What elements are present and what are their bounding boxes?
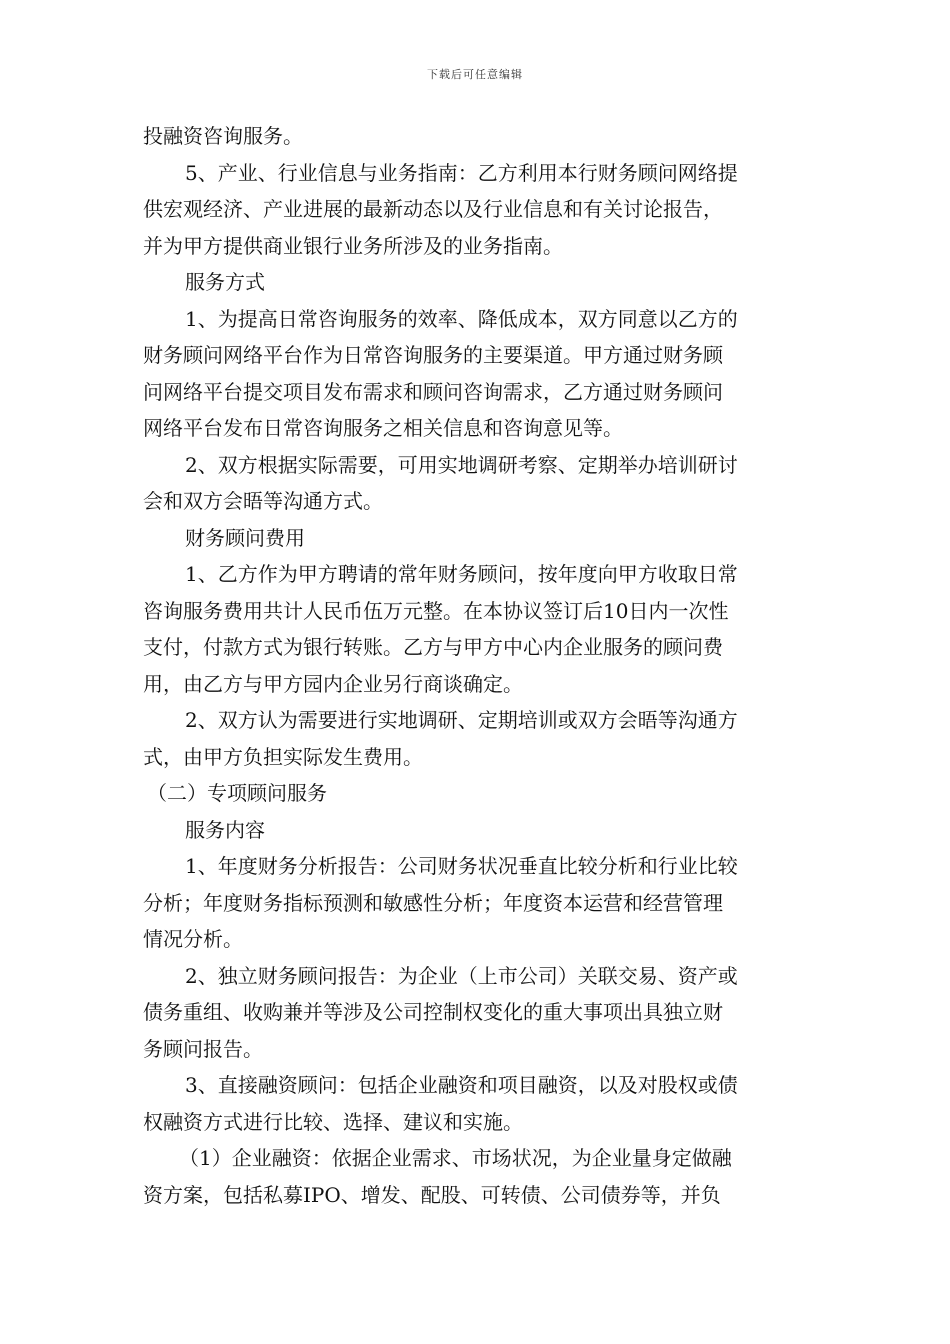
text-line: 式，由甲方负担实际发生费用。 xyxy=(143,744,423,769)
text-line: 2、独立财务顾问报告：为企业（上市公司）关联交易、资产或 xyxy=(185,963,738,988)
text-line: 3、直接融资顾问：包括企业融资和项目融资，以及对股权或债 xyxy=(185,1073,738,1097)
text-line: 供宏观经济、产业进展的最新动态以及行业信息和有关讨论报告， xyxy=(143,197,723,221)
text-line: 1、年度财务分析报告：公司财务状况垂直比较分析和行业比较 xyxy=(185,854,738,878)
text-line: 资方案，包括私募IPO、增发、配股、可转债、公司债券等，并负 xyxy=(143,1182,721,1207)
document-body xyxy=(143,118,807,1213)
text-line: 债务重组、收购兼并等涉及公司控制权变化的重大事项出具独立财 xyxy=(143,1000,723,1024)
text-line: 支付，付款方式为银行转账。乙方与甲方中心内企业服务的顾问费 xyxy=(143,635,723,659)
text-line: 咨询服务费用共计人民币伍万元整。在本协议签订后10日内一次性 xyxy=(143,598,729,623)
text-line: 2、双方根据实际需要，可用实地调研考察、定期举办培训研讨 xyxy=(185,452,738,477)
text-line: 问网络平台提交项目发布需求和顾问咨询需求，乙方通过财务顾问 xyxy=(143,379,723,404)
page-header: 下载后可任意编辑 xyxy=(427,68,523,81)
text-line: 5、产业、行业信息与业务指南：乙方利用本行财务顾问网络提 xyxy=(185,160,738,185)
text-line: 并为甲方提供商业银行业务所涉及的业务指南。 xyxy=(143,233,563,258)
text-line: 服务内容 xyxy=(185,817,265,842)
text-line: 情况分析。 xyxy=(143,927,243,951)
text-line: 1、乙方作为甲方聘请的常年财务顾问，按年度向甲方收取日常 xyxy=(185,562,738,586)
text-line: 务顾问报告。 xyxy=(143,1036,263,1061)
text-line: 会和双方会晤等沟通方式。 xyxy=(143,489,383,513)
text-line: 用，由乙方与甲方园内企业另行商谈确定。 xyxy=(143,671,523,696)
text-line: 权融资方式进行比较、选择、建议和实施。 xyxy=(143,1109,523,1134)
text-line: （二）专项顾问服务 xyxy=(147,781,327,805)
text-line: （1）企业融资：依据企业需求、市场状况，为企业量身定做融 xyxy=(179,1146,732,1170)
text-line: 1、为提高日常咨询服务的效率、降低成本，双方同意以乙方的 xyxy=(185,306,738,331)
text-line: 分析；年度财务指标预测和敏感性分析；年度资本运营和经营管理 xyxy=(143,890,723,915)
text-line: 财务顾问费用 xyxy=(185,525,305,550)
text-line: 财务顾问网络平台作为日常咨询服务的主要渠道。甲方通过财务顾 xyxy=(143,343,723,367)
text-line: 2、双方认为需要进行实地调研、定期培训或双方会晤等沟通方 xyxy=(185,708,738,732)
text-line: 投融资咨询服务。 xyxy=(143,124,303,148)
text-line: 网络平台发布日常咨询服务之相关信息和咨询意见等。 xyxy=(143,416,623,440)
text-line: 服务方式 xyxy=(185,270,265,294)
